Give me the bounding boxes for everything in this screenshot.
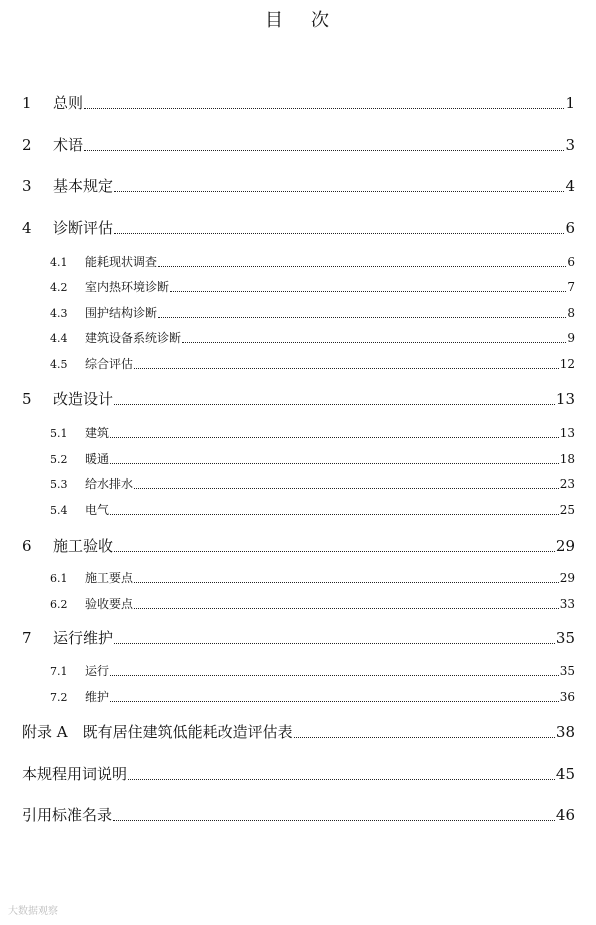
appendix-title: 引用标准名录: [22, 806, 113, 824]
toc-title-left: 目: [265, 10, 285, 31]
toc-section-5-2[interactable]: [50, 450, 575, 467]
section-title: 验收要点: [85, 597, 134, 611]
chapter-number: 5: [22, 390, 32, 408]
leader-dots: [134, 608, 559, 609]
section-title: 施工要点: [85, 571, 134, 585]
section-number: 4.3: [50, 307, 68, 320]
section-title: 围护结构诊断: [85, 306, 158, 320]
leader-dots: [134, 488, 559, 489]
page-number: 4: [565, 177, 575, 195]
section-title: 建筑设备系统诊断: [85, 331, 182, 345]
section-title: 建筑: [85, 426, 110, 440]
section-number: 5.3: [50, 478, 68, 491]
page-number: 8: [567, 306, 575, 320]
leader-dots: [84, 150, 564, 151]
chapter-number: 2: [22, 136, 32, 154]
leader-dots: [294, 737, 555, 738]
leader-dots: [110, 701, 559, 702]
toc-chapter-5[interactable]: [22, 388, 575, 409]
section-number: 6.2: [50, 598, 68, 611]
section-number: 5.4: [50, 504, 68, 517]
page-number: 25: [559, 503, 575, 517]
page-number: 6: [567, 255, 575, 269]
chapter-number: 6: [22, 537, 32, 555]
section-title: 运行: [85, 664, 110, 678]
leader-dots: [110, 437, 559, 438]
toc-cited-standards[interactable]: [22, 804, 575, 825]
toc-section-5-3[interactable]: [50, 475, 575, 492]
page-number: 38: [555, 723, 575, 741]
page-number: 13: [559, 426, 575, 440]
toc-chapter-7[interactable]: [22, 627, 575, 648]
page-number: 35: [559, 664, 575, 678]
page-number: 45: [555, 765, 575, 783]
chapter-number: 4: [22, 219, 32, 237]
toc-section-5-4[interactable]: [50, 501, 575, 518]
chapter-number: 1: [22, 94, 32, 112]
page-number: 7: [567, 280, 575, 294]
toc-wording-explanation[interactable]: [22, 763, 575, 784]
section-title: 能耗现状调查: [85, 255, 158, 269]
leader-dots: [84, 108, 564, 109]
chapter-number: 7: [22, 629, 32, 647]
toc-title: [0, 6, 596, 32]
toc-section-6-1[interactable]: [50, 569, 575, 586]
section-number: 4.2: [50, 281, 68, 294]
leader-dots: [182, 342, 566, 343]
chapter-title: 术语: [53, 136, 84, 154]
appendix-title: 本规程用词说明: [22, 765, 128, 783]
toc-appendix-a[interactable]: [22, 721, 575, 742]
toc-chapter-6[interactable]: [22, 535, 575, 556]
leader-dots: [128, 779, 555, 780]
chapter-title: 基本规定: [53, 177, 114, 195]
page-number: 35: [555, 629, 575, 647]
section-title: 电气: [85, 503, 110, 517]
leader-dots: [114, 404, 555, 405]
page-number: 33: [559, 597, 575, 611]
toc-title-right: 次: [311, 10, 331, 31]
section-title: 给水排水: [85, 477, 134, 491]
toc-section-4-3[interactable]: [50, 304, 575, 321]
leader-dots: [134, 368, 559, 369]
page-number: 9: [567, 331, 575, 345]
leader-dots: [170, 291, 566, 292]
toc-section-4-2[interactable]: [50, 278, 575, 295]
leader-dots: [134, 582, 559, 583]
leader-dots: [158, 317, 566, 318]
section-title: 室内热环境诊断: [85, 280, 170, 294]
section-title: 暖通: [85, 452, 110, 466]
toc-section-5-1[interactable]: [50, 424, 575, 441]
chapter-title: 运行维护: [53, 629, 114, 647]
toc-section-4-4[interactable]: [50, 329, 575, 346]
toc-section-6-2[interactable]: [50, 595, 575, 612]
page-number: 29: [559, 571, 575, 585]
leader-dots: [158, 266, 566, 267]
toc-section-7-1[interactable]: [50, 662, 575, 679]
toc-section-7-2[interactable]: [50, 688, 575, 705]
page-number: 3: [565, 136, 575, 154]
page-number: 13: [555, 390, 575, 408]
leader-dots: [114, 191, 564, 192]
page-number: 18: [559, 452, 575, 466]
section-title: 维护: [85, 690, 110, 704]
page-number: 12: [559, 357, 575, 371]
page-number: 36: [559, 690, 575, 704]
section-number: 4.1: [50, 256, 68, 269]
toc-chapter-4[interactable]: [22, 217, 575, 238]
watermark-text: 大数据观察: [8, 906, 58, 917]
section-number: 5.1: [50, 427, 68, 440]
toc-section-4-5[interactable]: [50, 355, 575, 372]
page-number: 23: [559, 477, 575, 491]
toc-chapter-3[interactable]: [22, 175, 575, 196]
chapter-title: 总则: [53, 94, 84, 112]
leader-dots: [110, 463, 559, 464]
leader-dots: [110, 675, 559, 676]
leader-dots: [114, 551, 555, 552]
toc-chapter-2[interactable]: [22, 134, 575, 155]
page-number: 46: [555, 806, 575, 824]
section-number: 5.2: [50, 453, 68, 466]
appendix-title: 附录 A 既有居住建筑低能耗改造评估表: [22, 723, 293, 741]
page-number: 29: [555, 537, 575, 555]
section-number: 6.1: [50, 572, 68, 585]
leader-dots: [113, 820, 555, 821]
chapter-title: 改造设计: [53, 390, 114, 408]
section-number: 7.2: [50, 691, 68, 704]
chapter-title: 施工验收: [53, 537, 114, 555]
chapter-title: 诊断评估: [53, 219, 114, 237]
toc-section-4-1[interactable]: [50, 253, 575, 270]
section-number: 7.1: [50, 665, 68, 678]
section-number: 4.4: [50, 332, 68, 345]
section-title: 综合评估: [85, 357, 134, 371]
leader-dots: [110, 514, 559, 515]
section-number: 4.5: [50, 358, 68, 371]
toc-chapter-1[interactable]: [22, 92, 575, 113]
leader-dots: [114, 643, 555, 644]
page-number: 1: [565, 94, 575, 112]
leader-dots: [114, 233, 564, 234]
chapter-number: 3: [22, 177, 32, 195]
page-number: 6: [565, 219, 575, 237]
